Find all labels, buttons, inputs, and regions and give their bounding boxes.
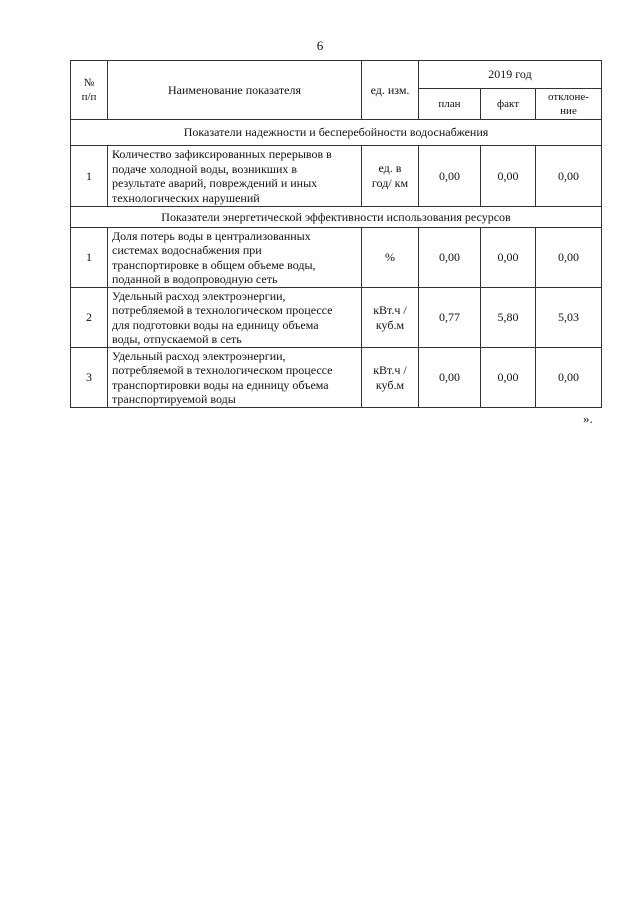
indicator-name — [108, 146, 362, 207]
unit-of-measure — [362, 348, 419, 408]
unit-line: % — [385, 250, 395, 264]
unit-line: кВт.ч / — [373, 362, 407, 377]
table-row — [71, 288, 602, 348]
table-row — [71, 146, 602, 207]
unit-line: куб.м — [375, 377, 405, 392]
unit-line: кВт.ч / — [373, 302, 407, 317]
header-deviation-line-1: отклоне- — [548, 91, 589, 103]
indicator-name-line: транспортировки воды на единицу объема — [112, 377, 329, 392]
unit-of-measure — [362, 146, 419, 207]
section-row — [71, 120, 602, 146]
row-number: 3 — [71, 348, 108, 408]
indicator-name-line: технологических нарушений — [112, 190, 260, 205]
page-number: 6 — [316, 38, 324, 53]
deviation-value: 0,00 — [536, 348, 602, 408]
indicator-name-line: результате аварий, повреждений и иных — [112, 176, 318, 190]
indicator-name-line: для подготовки воды на единицу объема — [112, 317, 319, 332]
fact-value: 5,80 — [481, 288, 536, 348]
header-year: 2019 год — [419, 61, 602, 89]
indicator-name-line: Удельный расход электроэнергии, — [112, 348, 286, 363]
row-number: 1 — [71, 146, 108, 207]
indicator-name — [108, 348, 362, 408]
indicator-name-line: потребляемой в технологическом процессе — [112, 303, 333, 317]
indicator-name-line: воды, отпускаемой в сеть — [112, 332, 242, 346]
table-row — [71, 228, 602, 288]
section-title: Показатели надежности и бесперебойности водоснабжения — [71, 120, 602, 146]
section-row — [71, 207, 602, 228]
fact-value: 0,00 — [481, 348, 536, 408]
plan-value: 0,00 — [419, 146, 481, 207]
indicator-name-line: транспортировке в общем объеме воды, — [112, 257, 316, 272]
row-number: 1 — [71, 228, 108, 288]
unit-line: год/ км — [371, 176, 409, 190]
unit-line: ед. в — [378, 161, 402, 175]
fact-value: 0,00 — [481, 146, 536, 207]
header-deviation-line-2: ние — [560, 105, 577, 117]
row-number: 2 — [71, 288, 108, 348]
section-title: Показатели энергетической эффективности использования ресурсов — [71, 207, 602, 228]
plan-value: 0,00 — [419, 348, 481, 408]
deviation-value: 0,00 — [536, 146, 602, 207]
indicator-name-line: Количество зафиксированных перерывов в — [112, 147, 332, 161]
indicator-name-line: поданной в водопроводную сеть — [112, 272, 278, 286]
header-num — [71, 61, 108, 120]
plan-value: 0,77 — [419, 288, 481, 348]
header-unit: ед. изм. — [362, 61, 419, 120]
table-row — [71, 348, 602, 408]
indicator-name — [108, 288, 362, 348]
header-fact: факт — [481, 89, 536, 120]
deviation-value: 0,00 — [536, 228, 602, 288]
unit-line: куб.м — [375, 317, 405, 332]
fact-value: 0,00 — [481, 228, 536, 288]
unit-of-measure — [362, 288, 419, 348]
deviation-value: 5,03 — [536, 288, 602, 348]
indicator-name — [108, 228, 362, 288]
indicator-name-line: Доля потерь воды в централизованных — [112, 228, 311, 243]
header-num-line-2: п/п — [81, 91, 97, 103]
indicators-table — [70, 60, 602, 408]
header-plan: план — [419, 89, 481, 120]
header-name: Наименование показателя — [108, 61, 362, 120]
plan-value: 0,00 — [419, 228, 481, 288]
indicator-name-line: Удельный расход электроэнергии, — [112, 288, 286, 303]
indicator-name-line: потребляемой в технологическом процессе — [112, 363, 333, 377]
indicator-name-line: транспортируемой воды — [112, 392, 236, 406]
closing-mark: ». — [583, 411, 593, 426]
indicator-name-line: системах водоснабжения при — [112, 243, 262, 257]
indicator-name-line: подаче холодной воды, возникших в — [112, 161, 298, 176]
header-deviation — [536, 89, 602, 120]
unit-of-measure — [362, 228, 419, 288]
header-num-line-1: № — [83, 77, 95, 89]
